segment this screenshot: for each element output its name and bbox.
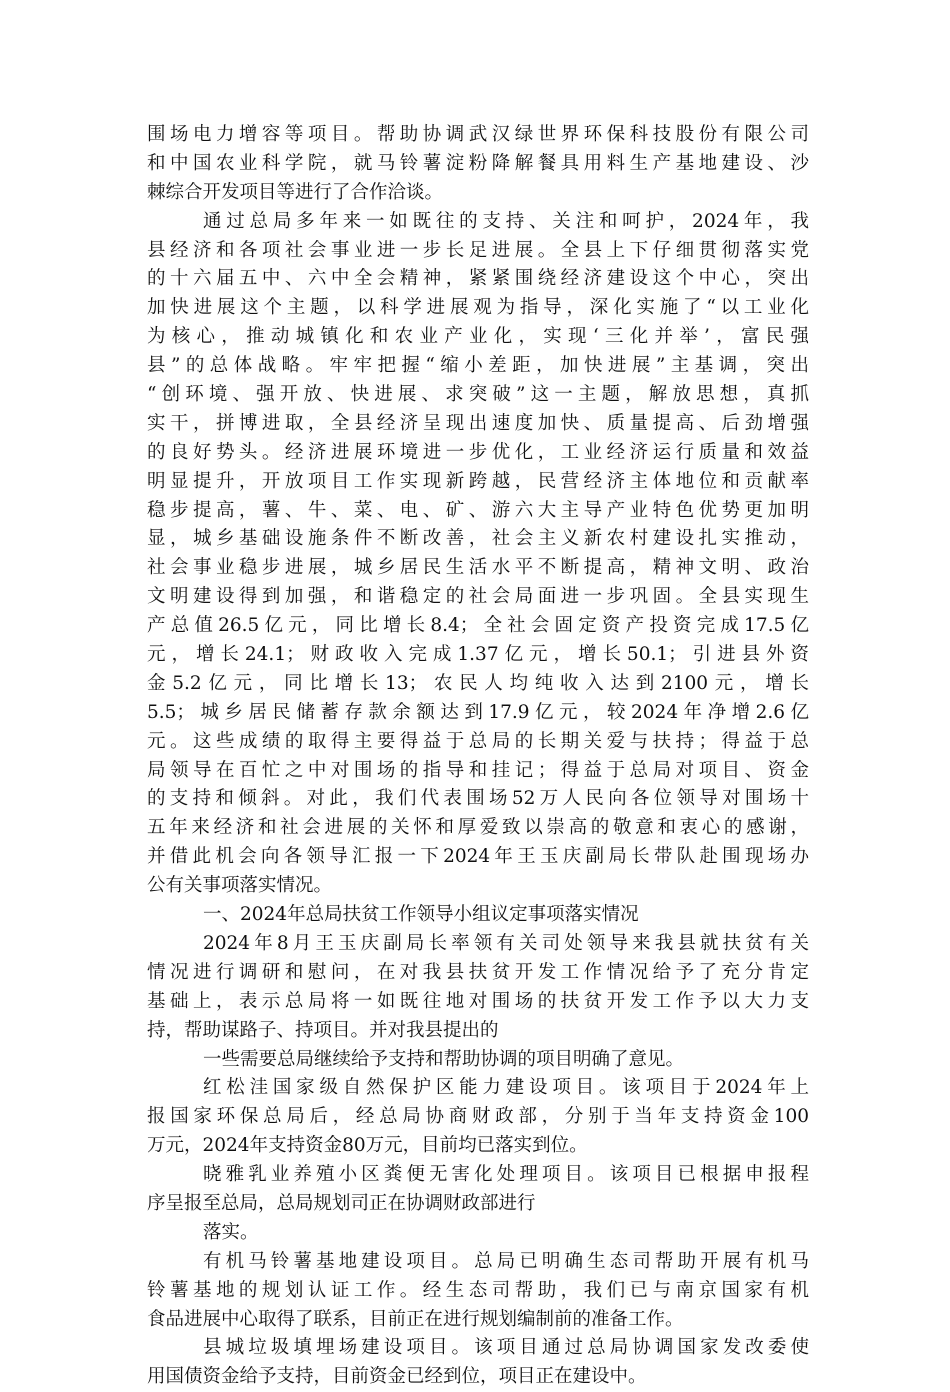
text-line: 元。这些成绩的取得主要得益于总局的长期关爱与扶持；得益于总 <box>147 730 809 752</box>
text-line: 实干，拼博进取，全县经济呈现出速度加快、质量提高、后劲增强 <box>147 412 809 434</box>
text-line: 显，城乡基础设施条件不断改善，社会主义新农村建设扎实推动， <box>147 528 809 550</box>
text-line: 晓雅乳业养殖小区粪便无害化处理项目。该项目已根据申报程 <box>203 1164 809 1186</box>
text-line: 文明建设得到加强，和谐稳定的社会局面进一步巩固。全县实现生 <box>147 586 809 608</box>
text-line: 食品进展中心取得了联系，目前正在进行规划编制前的准备工作。 <box>147 1308 684 1330</box>
text-line: 的十六届五中、六中全会精神，紧紧围绕经济建设这个中心，突出 <box>147 268 809 290</box>
text-line: 县城垃圾填埋场建设项目。该项目通过总局协调国家发改委使 <box>203 1337 809 1359</box>
text-line: 一、2024年总局扶贫工作领导小组议定事项落实情况 <box>203 904 639 926</box>
text-line: 报国家环保总局后，经总局协商财政部，分别于当年支持资金100 <box>147 1106 809 1128</box>
text-line: 序呈报至总局，总局规划司正在协调财政部进行 <box>147 1192 536 1214</box>
text-line: 县经济和各项社会事业进一步长足进展。全县上下仔细贯彻落实党 <box>147 239 809 261</box>
text-line: 情况进行调研和慰问，在对我县扶贫开发工作情况给予了充分肯定 <box>147 961 809 983</box>
text-line: 并借此机会向各领导汇报一下2024年王玉庆副局长带队赴围现场办 <box>147 846 809 868</box>
text-line: 万元，2024年支持资金80万元，目前均已落实到位。 <box>147 1135 588 1157</box>
document-body <box>147 121 809 1392</box>
text-line: 社会事业稳步进展，城乡居民生活水平不断提高，精神文明、政治 <box>147 557 809 579</box>
text-line: 红松洼国家级自然保护区能力建设项目。该项目于2024年上 <box>203 1077 809 1099</box>
text-line: 棘综合开发项目等进行了合作洽谈。 <box>147 181 444 203</box>
text-line: 的良好势头。经济进展环境进一步优化，工业经济运行质量和效益 <box>147 441 809 463</box>
text-line: 产总值26.5亿元，同比增长8.4；全社会固定资产投资完成17.5亿 <box>147 615 809 637</box>
text-line: 稳步提高，薯、牛、菜、电、矿、游六大主导产业特色优势更加明 <box>147 499 809 521</box>
text-line: 元，增长24.1；财政收入完成1.37亿元，增长50.1；引进县外资 <box>147 644 809 666</box>
text-line: 和中国农业科学院，就马铃薯淀粉降解餐具用料生产基地建设、沙 <box>147 152 809 174</box>
text-line: 公有关事项落实情况。 <box>147 875 333 897</box>
text-line: 持，帮助谋路子、持项目。并对我县提出的 <box>147 1019 499 1041</box>
text-line: 的支持和倾斜。对此，我们代表围场52万人民向各位领导对围场十 <box>147 788 809 810</box>
text-line: 铃薯基地的规划认证工作。经生态司帮助，我们已与南京国家有机 <box>147 1279 809 1301</box>
text-line: 5.5；城乡居民储蓄存款余额达到17.9亿元，较2024年净增2.6亿 <box>147 701 809 723</box>
text-line: 五年来经济和社会进展的关怀和厚爱致以崇高的敬意和衷心的感谢， <box>147 817 809 839</box>
text-line: 为核心，推动城镇化和农业产业化，实现‘三化并举’，富民强 <box>147 326 809 348</box>
text-line: 基础上，表示总局将一如既往地对围场的扶贫开发工作予以大力支 <box>147 990 809 1012</box>
text-line: 局领导在百忙之中对围场的指导和挂记；得益于总局对项目、资金 <box>147 759 809 781</box>
text-line: 县”的总体战略。牢牢把握“缩小差距，加快进展”主基调，突出 <box>147 355 809 377</box>
text-line: 明显提升，开放项目工作实现新跨越，民营经济主体地位和贡献率 <box>147 470 809 492</box>
text-line: “创环境、强开放、快进展、求突破”这一主题，解放思想，真抓 <box>147 384 809 406</box>
text-line: 金5.2亿元，同比增长13；农民人均纯收入达到2100元，增长 <box>147 672 809 694</box>
text-line: 通过总局多年来一如既往的支持、关注和呵护，2024年，我 <box>203 210 809 232</box>
text-line: 用国债资金给予支持，目前资金已经到位，项目正在建设中。 <box>147 1366 647 1388</box>
text-line: 落实。 <box>203 1221 259 1243</box>
text-line: 2024年8月王玉庆副局长率领有关司处领导来我县就扶贫有关 <box>203 932 809 954</box>
text-line: 围场电力增容等项目。帮助协调武汉绿世界环保科技股份有限公司 <box>147 124 809 145</box>
text-line: 有机马铃薯基地建设项目。总局已明确生态司帮助开展有机马 <box>203 1250 809 1272</box>
text-line: 一些需要总局继续给予支持和帮助协调的项目明确了意见。 <box>203 1048 685 1070</box>
text-line: 加快进展这个主题，以科学进展观为指导，深化实施了“以工业化 <box>147 297 809 319</box>
